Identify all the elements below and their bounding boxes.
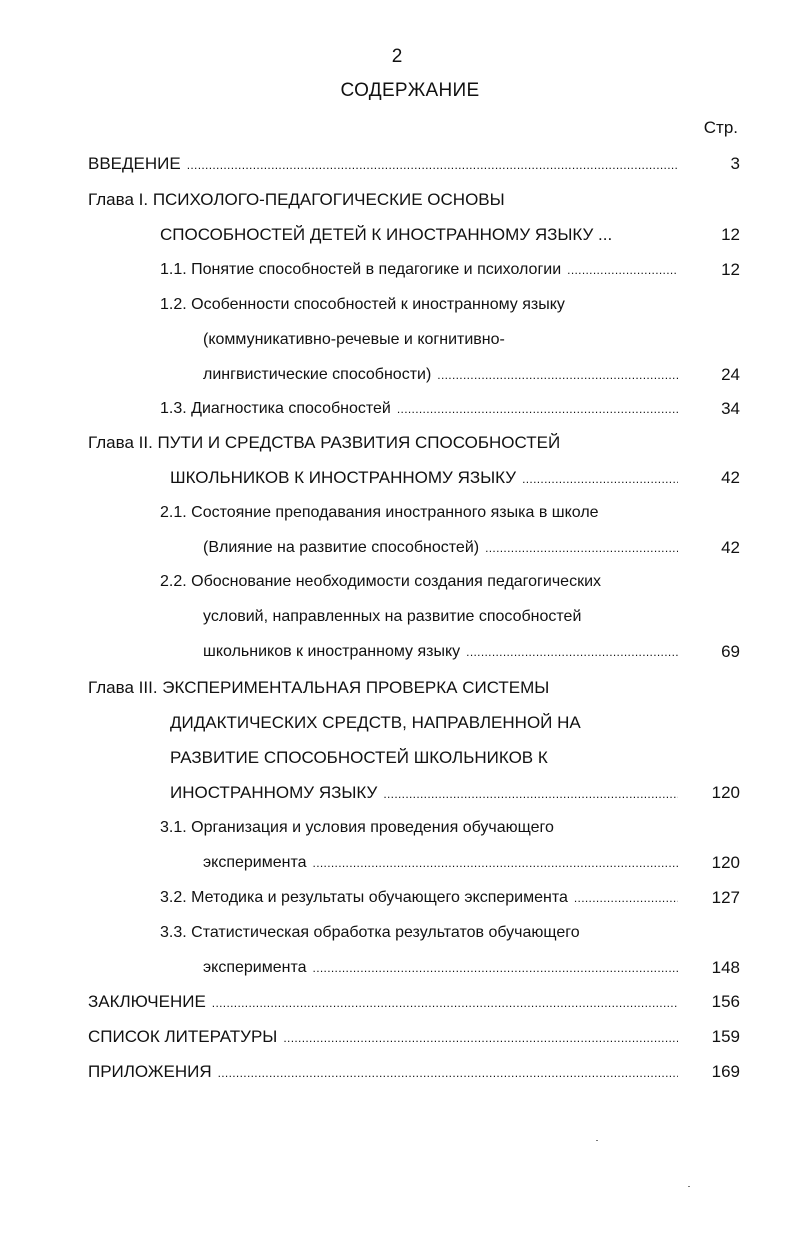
- toc-section-1-3[interactable]: [160, 397, 682, 421]
- toc-entry-label: (Влияние на развитие способностей): [203, 539, 480, 556]
- toc-chapter-3-line4[interactable]: [170, 781, 682, 806]
- toc-entry-label: ЗАКЛЮЧЕНИЕ: [88, 992, 206, 1011]
- toc-page-appendices: 169: [711, 1062, 740, 1081]
- toc-page-2-2: 69: [721, 642, 740, 661]
- toc-section-1-2-line2[interactable]: (коммуникативно-речевые и когнитивно-: [203, 331, 505, 348]
- toc-entry-appendices[interactable]: [88, 1060, 682, 1085]
- toc-entry-label: СПИСОК ЛИТЕРАТУРЫ: [88, 1027, 278, 1046]
- toc-page-1-1: 12: [721, 260, 740, 279]
- toc-section-1-2-line1[interactable]: 1.2. Особенности способностей к иностранному языку: [160, 296, 565, 313]
- dot-leader: [522, 466, 678, 491]
- toc-chapter-1-line1[interactable]: Глава I. ПСИХОЛОГО-ПЕДАГОГИЧЕСКИЕ ОСНОВЫ: [88, 190, 505, 209]
- toc-section-2-2-line1[interactable]: 2.2. Обоснование необходимости создания педагогических: [160, 573, 601, 590]
- toc-section-3-2[interactable]: [160, 886, 682, 910]
- toc-section-2-2-line2[interactable]: условий, направленных на развитие способностей: [203, 608, 582, 625]
- toc-section-3-3-line1[interactable]: 3.3. Статистическая обработка результатов обучающего: [160, 924, 580, 941]
- toc-chapter-3-line2[interactable]: ДИДАКТИЧЕСКИХ СРЕДСТВ, НАПРАВЛЕННОЙ НА: [170, 713, 581, 732]
- toc-section-2-1-line2[interactable]: [203, 536, 682, 560]
- toc-chapter-3-line3[interactable]: РАЗВИТИЕ СПОСОБНОСТЕЙ ШКОЛЬНИКОВ К: [170, 748, 548, 767]
- toc-page-3-2: 127: [711, 888, 740, 907]
- dot-leader: [212, 990, 678, 1015]
- toc-page-intro: 3: [730, 154, 740, 173]
- page-number: 2: [391, 46, 403, 67]
- toc-entry-label: 3.2. Методика и результаты обучающего эксперимента: [160, 889, 568, 906]
- dot-leader: [283, 1025, 678, 1050]
- toc-entry-references[interactable]: [88, 1025, 682, 1050]
- toc-page-3-1: 120: [711, 853, 740, 872]
- dot-leader: [313, 956, 678, 980]
- dot-leader: [485, 536, 678, 560]
- toc-entry-label: ИНОСТРАННОМУ ЯЗЫКУ: [170, 783, 378, 802]
- page-title: СОДЕРЖАНИЕ: [340, 80, 480, 101]
- toc-entry-label: ВВЕДЕНИЕ: [88, 154, 181, 173]
- toc-entry-label: 1.1. Понятие способностей в педагогике и психологии: [160, 261, 562, 278]
- toc-page-ch1: 12: [721, 225, 740, 244]
- toc-section-2-1-line1[interactable]: 2.1. Состояние преподавания иностранного языка в школе: [160, 504, 599, 521]
- toc-entry-conclusion[interactable]: [88, 990, 682, 1015]
- dot-leader: [567, 258, 678, 282]
- toc-entry-label: эксперимента: [203, 959, 307, 976]
- toc-page-1-3: 34: [721, 399, 740, 418]
- dot-leader: [383, 781, 678, 806]
- toc-entry-label: ШКОЛЬНИКОВ К ИНОСТРАННОМУ ЯЗЫКУ: [170, 468, 517, 487]
- toc-page-2-1: 42: [721, 538, 740, 557]
- scan-speck: [688, 1186, 690, 1187]
- toc-chapter-1-line2[interactable]: СПОСОБНОСТЕЙ ДЕТЕЙ К ИНОСТРАННОМУ ЯЗЫКУ ...: [160, 225, 613, 244]
- toc-entry-label: ПРИЛОЖЕНИЯ: [88, 1062, 212, 1081]
- toc-entry-intro[interactable]: [88, 152, 682, 177]
- toc-section-1-1[interactable]: [160, 258, 682, 282]
- toc-chapter-3-line1[interactable]: Глава III. ЭКСПЕРИМЕНТАЛЬНАЯ ПРОВЕРКА СИСТЕМЫ: [88, 678, 550, 697]
- toc-section-1-2-line3[interactable]: [203, 363, 682, 387]
- toc-page-3-3: 148: [711, 958, 740, 977]
- dot-leader: [574, 886, 678, 910]
- toc-entry-label: школьников к иностранному языку: [203, 643, 461, 660]
- dot-leader: [437, 363, 678, 387]
- toc-page-1-2: 24: [721, 365, 740, 384]
- dot-leader: [397, 397, 678, 421]
- toc-chapter-2-line1[interactable]: Глава II. ПУТИ И СРЕДСТВА РАЗВИТИЯ СПОСОБНОСТЕЙ: [88, 433, 561, 452]
- dot-leader: [466, 640, 678, 664]
- toc-section-2-2-line3[interactable]: [203, 640, 682, 664]
- dot-leader: [187, 152, 678, 177]
- page-column-header: Стр.: [703, 118, 738, 137]
- toc-entry-label: 1.3. Диагностика способностей: [160, 400, 391, 417]
- dot-leader: [313, 851, 678, 875]
- dot-leader: [218, 1060, 678, 1085]
- toc-page-conclusion: 156: [711, 992, 740, 1011]
- toc-chapter-2-line2[interactable]: [170, 466, 682, 491]
- toc-page-references: 159: [711, 1027, 740, 1046]
- scan-speck: [596, 1140, 598, 1141]
- toc-section-3-3-line2[interactable]: [203, 956, 682, 980]
- toc-page-ch2: 42: [721, 468, 740, 487]
- toc-entry-label: эксперимента: [203, 854, 307, 871]
- toc-entry-label: лингвистические способности): [203, 366, 432, 383]
- toc-page-ch3: 120: [711, 783, 740, 802]
- toc-section-3-1-line2[interactable]: [203, 851, 682, 875]
- toc-section-3-1-line1[interactable]: 3.1. Организация и условия проведения обучающего: [160, 819, 554, 836]
